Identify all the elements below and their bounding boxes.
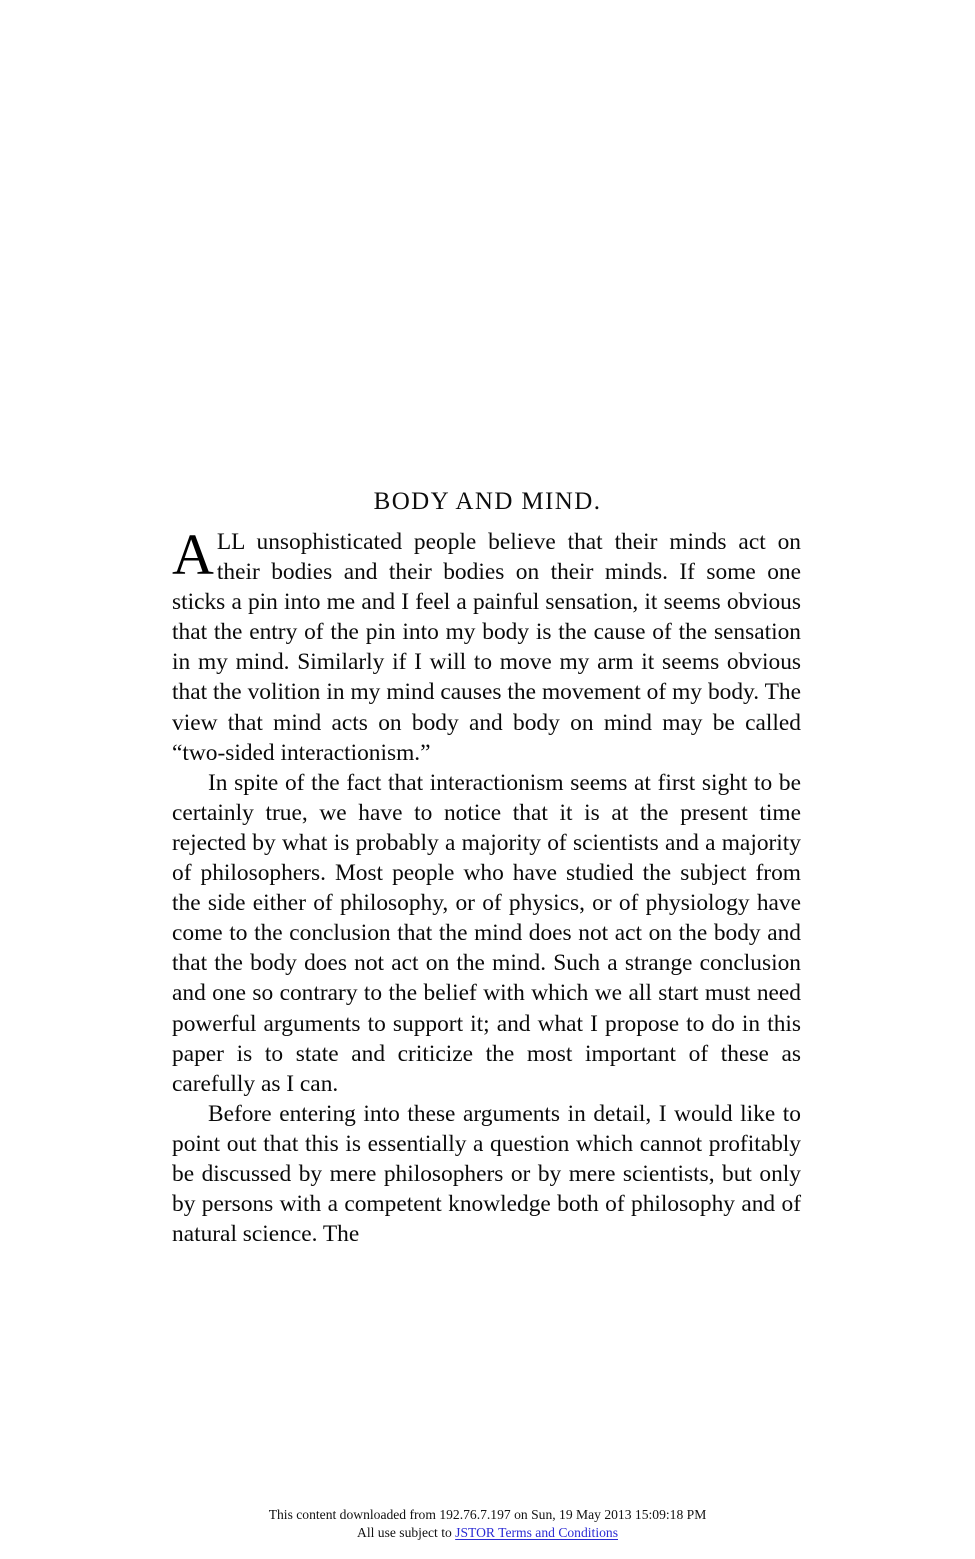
drop-cap-letter: A	[172, 522, 214, 587]
jstor-terms-link[interactable]: JSTOR Terms and Conditions	[455, 1525, 618, 1540]
download-notice: This content downloaded from 192.76.7.197 on Sun, 19 May 2013 15:09:18 PM	[268, 1507, 707, 1522]
paragraph-1	[172, 522, 801, 768]
body-text-column	[172, 522, 801, 1249]
terms-prefix: All use subject to	[357, 1525, 456, 1540]
jstor-footer	[0, 1506, 975, 1542]
terms-line	[0, 1524, 975, 1542]
paragraph-1-text: unsophisticated people believe that their minds act on their bodies and their bodies on their minds. If some one sticks a pin into me and I feel a painful sensation, it seems obvious that the entry of the pin into my body is the cause of the sensation in my mind. Similarly if I will to move my arm it seems obvious that the volition in my mind causes the movement of my body. The view that mind acts on body and body on mind may be called “two-sided interactionism.”	[172, 529, 801, 766]
paragraph-2: In spite of the fact that interactionism seems at first sight to be certainly true, we have to notice that it is at the present time rejected by what is probably a majority of scientists and a majority of philosophers. Most people who have studied the subject from the side either of philosophy, or of physics, or of physiology have come to the conclusion that the mind does not act on the body and that the body does not act on the mind. Such a strange conclusion and one so contrary to the belief with which we all start must need powerful arguments to support it; and what I propose to do in this paper is to state and criticize the most important of these as carefully as I can.	[172, 769, 801, 1097]
paragraph-1-lead-caps: LL	[216, 529, 245, 555]
paragraph-3: Before entering into these arguments in detail, I would like to point out that this is essentially a question which cannot profitably be discussed by mere philosophers or by mere scientists, but only by persons with a competent knowledge both of philosophy and of natural science. The	[172, 1100, 801, 1248]
page-title: BODY AND MIND.	[373, 487, 602, 515]
